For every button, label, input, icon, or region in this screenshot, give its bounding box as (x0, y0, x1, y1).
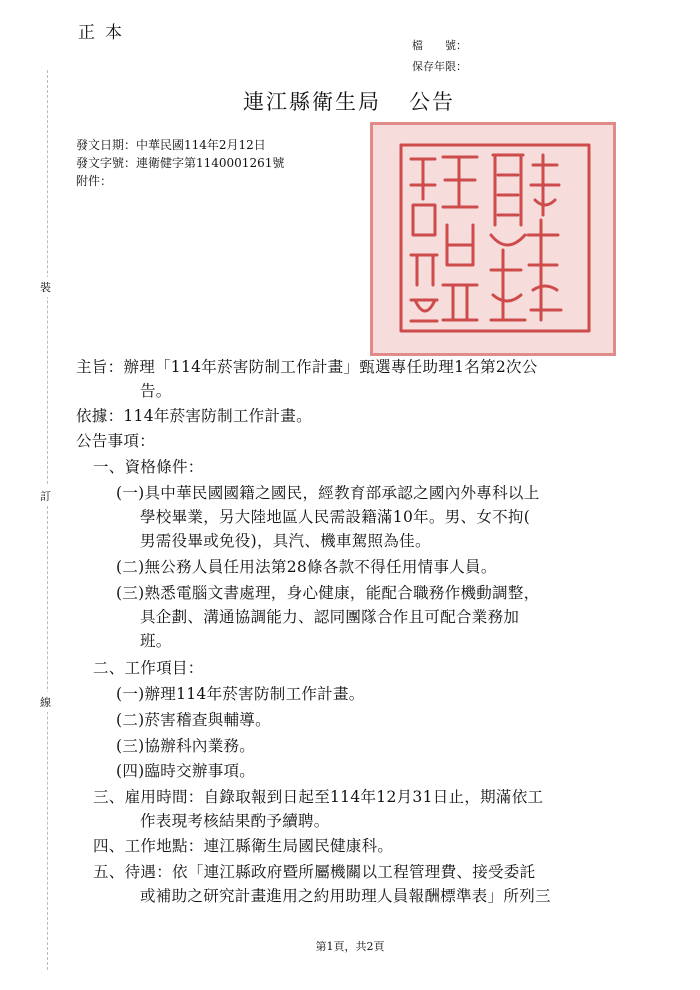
section-5-continued: 或補助之研究計畫進用之約用助理人員報酬標準表」所列三 (140, 887, 551, 905)
attachment-label: 附件： (76, 174, 113, 188)
section-1-item-1: (一)具中華民國國籍之國民，經教育部承認之國內外專科以上 (116, 484, 540, 502)
section-1-item-3-cont-1: 具企劃、溝通協調能力、認同團隊合作且可配合業務加 (140, 608, 520, 626)
official-seal-graphic (373, 125, 613, 353)
file-number-label: 檔 號： (412, 39, 467, 52)
section-2-item-2: (二)菸害稽查與輔導。 (116, 711, 271, 729)
section-3: 三、雇用時間：自錄取報到日起至114年12月31日止，期滿依工 (93, 788, 544, 806)
official-seal (370, 122, 616, 356)
subject-line: 主旨：辦理「114年菸害防制工作計畫」甄選專任助理1名第2次公 (76, 358, 538, 376)
section-1-item-2: (二)無公務人員任用法第28條各款不得任用情事人員。 (116, 558, 497, 576)
subject-line-continued: 告。 (140, 382, 172, 400)
binding-line (47, 70, 48, 970)
binding-mark-zhuang: 裝 (40, 277, 51, 297)
section-1-item-1-cont-2: 男需役畢或免役)，具汽、機車駕照為佳。 (140, 532, 431, 550)
basis-line: 依據：114年菸害防制工作計畫。 (76, 407, 312, 425)
section-4: 四、工作地點：連江縣衛生局國民健康科。 (93, 837, 394, 855)
section-3-continued: 作表現考核結果酌予續聘。 (140, 812, 330, 830)
section-2-item-1: (一)辦理114年菸害防制工作計畫。 (116, 685, 365, 703)
page-number: 第1頁，共2頁 (315, 940, 385, 953)
section-1-item-3-cont-2: 班。 (140, 632, 172, 650)
section-1-item-1-cont-1: 學校畢業，另大陸地區人民需設籍滿10年。男、女不拘( (140, 508, 531, 526)
section-1-item-3: (三)熟悉電腦文書處理，身心健康，能配合職務作機動調整， (116, 584, 540, 602)
section-2-item-3: (三)協辦科內業務。 (116, 737, 256, 755)
section-2-title: 二、工作項目： (93, 659, 204, 677)
binding-mark-xian: 線 (40, 692, 51, 712)
agency-name: 連江縣衛生局 (243, 90, 381, 114)
document-number: 發文字號：連衛健字第1140001261號 (76, 156, 285, 170)
section-1-title: 一、資格條件： (93, 458, 204, 476)
binding-mark-ding: 訂 (40, 486, 51, 506)
retention-period-label: 保存年限： (412, 60, 467, 73)
section-2-item-4: (四)臨時交辦事項。 (116, 762, 256, 780)
issue-date: 發文日期：中華民國114年2月12日 (76, 138, 266, 152)
copy-mark: 正本 (78, 23, 132, 43)
document-title (243, 86, 455, 116)
notice-heading: 公告事項： (76, 432, 156, 450)
section-5: 五、待遇：依「連江縣政府暨所屬機關以工程管理費、接受委託 (93, 863, 536, 881)
document-type: 公告 (409, 90, 455, 114)
